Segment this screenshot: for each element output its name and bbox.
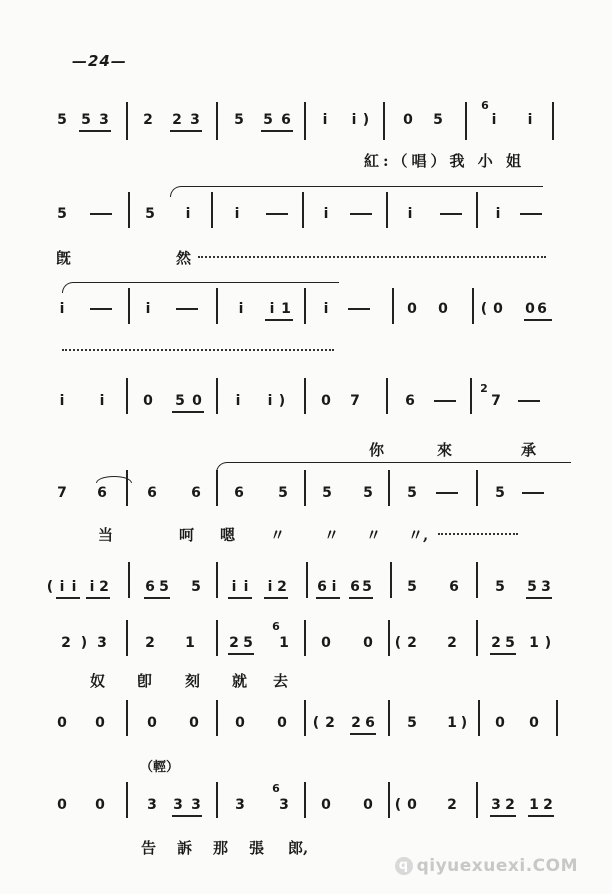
- note: 3: [190, 112, 200, 128]
- note: 6: [350, 579, 360, 595]
- lyric: 旣: [56, 249, 72, 267]
- lyric: 訴: [177, 839, 193, 857]
- note: 6: [365, 715, 375, 731]
- note: i: [495, 206, 501, 222]
- note: 7: [350, 393, 360, 409]
- note: 6: [317, 579, 327, 595]
- note: (: [394, 797, 402, 813]
- note: 0: [321, 635, 331, 651]
- lyric: 当: [98, 526, 114, 544]
- note: 5: [322, 485, 332, 501]
- note: 1: [185, 635, 195, 651]
- note: 3: [235, 797, 245, 813]
- note: 3: [279, 797, 289, 813]
- note: 0: [495, 715, 505, 731]
- note: 0: [407, 301, 417, 317]
- page-number: —24—: [72, 52, 127, 70]
- note: 0: [403, 112, 413, 128]
- note: 2: [480, 382, 488, 395]
- note: (: [394, 635, 402, 651]
- note: 2: [447, 635, 457, 651]
- note: 2: [229, 635, 239, 651]
- lyric: 就: [232, 672, 248, 690]
- note: 6: [272, 782, 280, 795]
- note: 0: [493, 301, 503, 317]
- note: 3: [99, 112, 109, 128]
- note: 3: [541, 579, 551, 595]
- note: 0: [438, 301, 448, 317]
- note: 2: [447, 797, 457, 813]
- note: 6: [191, 485, 201, 501]
- note: 5: [243, 635, 253, 651]
- note: 3: [173, 797, 183, 813]
- note: 6: [481, 99, 489, 112]
- lyric: （輕）: [140, 760, 180, 775]
- note: 5: [234, 112, 244, 128]
- note: 0: [321, 393, 331, 409]
- note: ): [362, 112, 370, 128]
- watermark: q qiyuexuexi.COM: [395, 856, 578, 876]
- note: 0: [525, 301, 535, 317]
- note: 2: [145, 635, 155, 651]
- note: i: [235, 393, 241, 409]
- note: ): [460, 715, 468, 731]
- note: i: [185, 206, 191, 222]
- note: 2: [407, 635, 417, 651]
- note: 6: [449, 579, 459, 595]
- note: i: [323, 206, 329, 222]
- lyric: 紅:（唱）我 小 姐: [364, 152, 525, 170]
- note: i: [59, 579, 65, 595]
- note: 6: [537, 301, 547, 317]
- note: 5: [495, 579, 505, 595]
- note: 0: [189, 715, 199, 731]
- note: 1: [281, 301, 291, 317]
- note: 2: [143, 112, 153, 128]
- note: 7: [491, 393, 501, 409]
- note: 2: [491, 635, 501, 651]
- note: i: [59, 393, 65, 409]
- note: 0: [192, 393, 202, 409]
- lyric: 告: [141, 839, 157, 857]
- note: 0: [363, 635, 373, 651]
- note: 0: [147, 715, 157, 731]
- note: i: [145, 301, 151, 317]
- note: 6: [281, 112, 291, 128]
- note: 2: [325, 715, 335, 731]
- note: 2: [277, 579, 287, 595]
- note: 2: [99, 579, 109, 595]
- note: 0: [529, 715, 539, 731]
- note: 5: [278, 485, 288, 501]
- note: 0: [363, 797, 373, 813]
- note: 5: [363, 485, 373, 501]
- note: 5: [505, 635, 515, 651]
- note: 5: [57, 206, 67, 222]
- lyric: 然: [176, 249, 192, 267]
- note: 6: [97, 485, 107, 501]
- note: 5: [407, 485, 417, 501]
- lyric: 〃: [324, 526, 340, 544]
- note: (: [46, 579, 54, 595]
- note: i: [234, 206, 240, 222]
- note: 6: [272, 620, 280, 633]
- note: 2: [61, 635, 71, 651]
- note: 0: [277, 715, 287, 731]
- note: 2: [543, 797, 553, 813]
- note: i: [267, 393, 273, 409]
- note: 3: [491, 797, 501, 813]
- note: 5: [362, 579, 372, 595]
- note: 1: [529, 797, 539, 813]
- note: i: [243, 579, 249, 595]
- note: 1: [279, 635, 289, 651]
- note: 5: [527, 579, 537, 595]
- lyric: 那: [213, 839, 229, 857]
- note: i: [407, 206, 413, 222]
- note: 5: [407, 715, 417, 731]
- q-logo-icon: q: [395, 857, 413, 875]
- note: 1: [447, 715, 457, 731]
- note: 0: [95, 797, 105, 813]
- note: 5: [175, 393, 185, 409]
- note: 0: [95, 715, 105, 731]
- lyric: 刻: [185, 672, 201, 690]
- lyric: 奴: [90, 672, 106, 690]
- note: 2: [351, 715, 361, 731]
- note: (: [480, 301, 488, 317]
- note: i: [231, 579, 237, 595]
- note: 6: [145, 579, 155, 595]
- lyric: 〃: [366, 526, 382, 544]
- note: 5: [407, 579, 417, 595]
- note: i: [269, 301, 275, 317]
- note: 5: [159, 579, 169, 595]
- note: 0: [321, 797, 331, 813]
- note: i: [527, 112, 533, 128]
- note: 5: [263, 112, 273, 128]
- note: 0: [235, 715, 245, 731]
- note: i: [351, 112, 357, 128]
- note: i: [491, 112, 497, 128]
- lyric: 卽: [137, 672, 153, 690]
- lyric: 郎,: [288, 839, 309, 857]
- lyric: 〃: [270, 526, 286, 544]
- lyric: 你: [369, 441, 385, 459]
- lyric: 承: [521, 441, 537, 459]
- note: 6: [147, 485, 157, 501]
- note: ): [278, 393, 286, 409]
- note: 3: [147, 797, 157, 813]
- note: i: [99, 393, 105, 409]
- note: 5: [433, 112, 443, 128]
- note: i: [322, 112, 328, 128]
- note: (: [312, 715, 320, 731]
- lyric: 張: [249, 839, 265, 857]
- note: 6: [405, 393, 415, 409]
- note: 0: [407, 797, 417, 813]
- note: 5: [81, 112, 91, 128]
- note: 5: [145, 206, 155, 222]
- note: i: [267, 579, 273, 595]
- lyric: 〃,: [408, 526, 429, 544]
- note: 6: [234, 485, 244, 501]
- note: i: [238, 301, 244, 317]
- note: 3: [97, 635, 107, 651]
- lyric: 嗯: [220, 526, 236, 544]
- note: 0: [143, 393, 153, 409]
- note: 5: [57, 112, 67, 128]
- note: i: [331, 579, 337, 595]
- note: 1: [529, 635, 539, 651]
- lyric: 去: [273, 672, 289, 690]
- note: 2: [505, 797, 515, 813]
- lyric: 來: [437, 441, 453, 459]
- note: 3: [191, 797, 201, 813]
- note: i: [89, 579, 95, 595]
- note: i: [323, 301, 329, 317]
- note: ): [544, 635, 552, 651]
- note: 0: [57, 715, 67, 731]
- note: ): [80, 635, 88, 651]
- note: 0: [57, 797, 67, 813]
- note: i: [59, 301, 65, 317]
- note: 5: [495, 485, 505, 501]
- note: 2: [172, 112, 182, 128]
- lyric: 呵: [179, 526, 195, 544]
- note: 7: [57, 485, 67, 501]
- note: i: [71, 579, 77, 595]
- note: 5: [191, 579, 201, 595]
